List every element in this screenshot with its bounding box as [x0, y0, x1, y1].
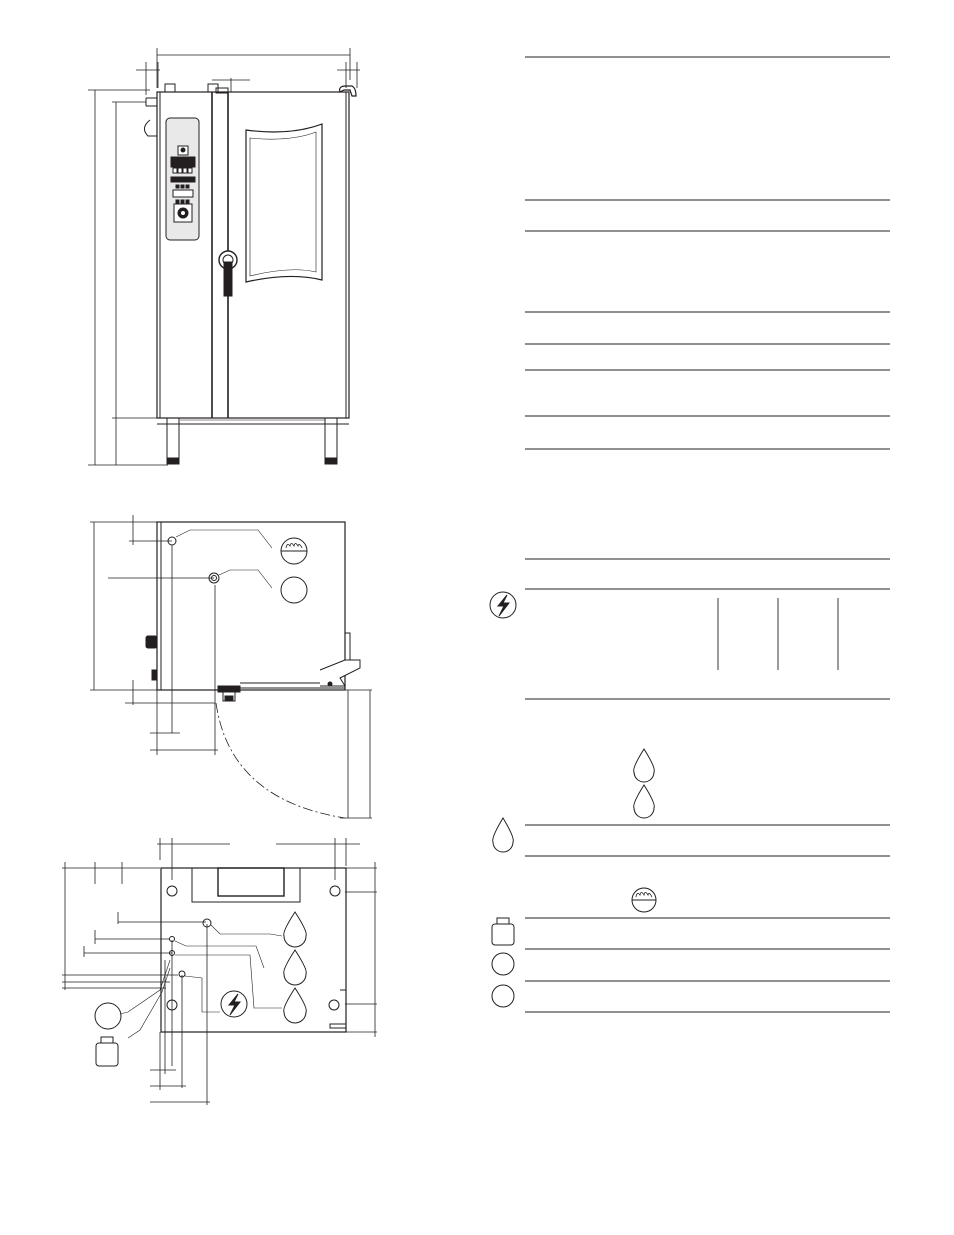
electric-icon	[221, 991, 247, 1017]
side-elevation	[90, 515, 372, 818]
electric-icon	[490, 592, 516, 618]
circle-connection-icon	[281, 577, 307, 603]
leg-left	[167, 418, 179, 462]
front-left-dimensions	[88, 90, 168, 465]
door-window	[246, 124, 322, 282]
gas-bottle-icon	[492, 918, 514, 945]
top-plan	[62, 838, 377, 1105]
front-elevation	[88, 48, 360, 465]
side-cabinet	[157, 522, 345, 690]
water-drop-icon	[284, 912, 307, 1023]
circle-connection-icon	[95, 1003, 121, 1029]
plan-outline	[161, 868, 346, 1032]
front-top-dimensions	[136, 48, 360, 95]
plan-dimensions	[62, 838, 377, 1105]
steam-vent-icon	[632, 888, 656, 912]
water-drop-icon	[493, 749, 655, 852]
door-swing-arc	[216, 703, 345, 818]
circle-connection-icon	[492, 985, 514, 1007]
gas-bottle-icon	[96, 1037, 118, 1066]
steam-vent-icon	[281, 538, 307, 564]
spec-table	[525, 57, 890, 1012]
leg-right	[325, 418, 337, 462]
circle-connection-icon	[492, 953, 514, 975]
